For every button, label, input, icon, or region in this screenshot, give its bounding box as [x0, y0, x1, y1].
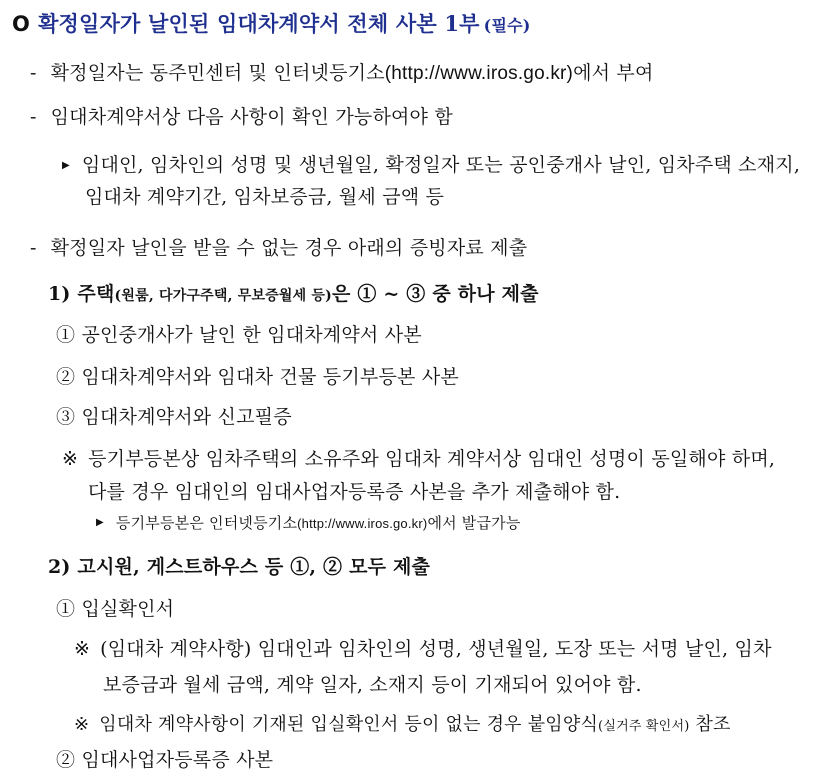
section2-reference1-line2: 보증금과 월세 금액, 계약 일자, 소재지 등이 기재되어 있어야 함. — [103, 674, 642, 696]
note-items-line2 — [85, 182, 444, 209]
triangle-bullet-icon: ▶ — [62, 160, 70, 171]
section1-heading-paren: (원룸, 다가구주택, 무보증월세 등) — [114, 288, 332, 304]
section2-item2: ② 임대사업자등록증 사본 — [56, 749, 274, 771]
note-issuance-pre: 확정일자는 동주민센터 및 인터넷등기소 — [50, 62, 385, 84]
dash-bullet: - — [30, 62, 37, 84]
dash-bullet: - — [30, 237, 37, 259]
section1-heading — [48, 279, 539, 306]
section1-reference-text1: 등기부등본상 임차주택의 소유주와 임대차 계약서상 임대인 성명이 동일해야 하며, — [88, 448, 776, 470]
section2-reference2-post: 참조 — [689, 714, 731, 735]
title-text: 확정일자가 날인된 임대차계약서 전체 사본 1부 — [38, 11, 480, 36]
note-items-text2: 임대차 계약기간, 임차보증금, 월세 금액 등 — [85, 186, 445, 208]
reference-mark: ※ — [74, 638, 91, 660]
dash-bullet: - — [30, 106, 37, 128]
section1-item1: ① 공인중개사가 날인 한 임대차계약서 사본 — [56, 324, 422, 346]
section2-heading: 2) 고시원, 게스트하우스 등 ①, ② 모두 제출 — [48, 556, 431, 578]
reference-mark: ※ — [74, 714, 90, 735]
circle-bullet-icon: O — [12, 12, 31, 36]
note-alternative — [30, 233, 527, 260]
iros-link-small[interactable]: (http://www.iros.go.kr) — [297, 516, 428, 531]
note-alternative-text: 확정일자 날인을 받을 수 없는 경우 아래의 증빙자료 제출 — [50, 237, 528, 259]
section1-item3: ③ 임대차계약서와 신고필증 — [56, 406, 292, 428]
note-issuance-post: 에서 부여 — [573, 62, 654, 84]
reference-mark: ※ — [62, 448, 79, 470]
title-line — [12, 8, 531, 38]
section2-reference2 — [74, 710, 731, 736]
section1-item2: ② 임대차계약서와 임대차 건물 등기부등본 사본 — [56, 366, 459, 388]
triangle-bullet-icon: ▶ — [96, 517, 104, 528]
note-verify — [30, 102, 453, 129]
iros-link[interactable]: (http://www.iros.go.kr) — [384, 63, 574, 84]
section1-reference-line2: 다를 경우 임대인의 임대사업자등록증 사본을 추가 제출해야 함. — [88, 481, 621, 503]
note-items-text1: 임대인, 임차인의 성명 및 생년월일, 확정일자 또는 공인중개사 날인, 임차주택 소재지, — [81, 154, 801, 176]
section1-reference-line1 — [62, 444, 775, 471]
section2-reference1-text1: (임대차 계약사항) 임대인과 임차인의 성명, 생년월일, 도장 또는 서명 날인, 임차 — [100, 638, 772, 660]
note-verify-text: 임대차계약서상 다음 사항이 확인 가능하여야 함 — [50, 106, 453, 128]
section2-reference2-pre: 임대차 계약사항이 기재된 입실확인서 등이 없는 경우 붙임양식 — [99, 714, 599, 735]
section1-heading-post: 은 ① ~ ③ 중 하나 제출 — [331, 283, 539, 305]
section2-reference2-small: (실거주 확인서) — [598, 719, 690, 734]
section1-subnote-post: 에서 발급가능 — [427, 514, 521, 532]
section2-reference1-line1 — [74, 634, 772, 661]
section1-subnote — [96, 512, 521, 533]
required-label: (필수) — [483, 16, 531, 35]
section1-heading-pre: 1) 주택 — [48, 283, 115, 305]
section1-subnote-pre: 등기부등본은 인터넷등기소 — [115, 514, 298, 532]
section2-item1: ① 입실확인서 — [56, 598, 175, 620]
note-items-line1 — [62, 150, 800, 177]
note-issuance — [30, 58, 654, 85]
